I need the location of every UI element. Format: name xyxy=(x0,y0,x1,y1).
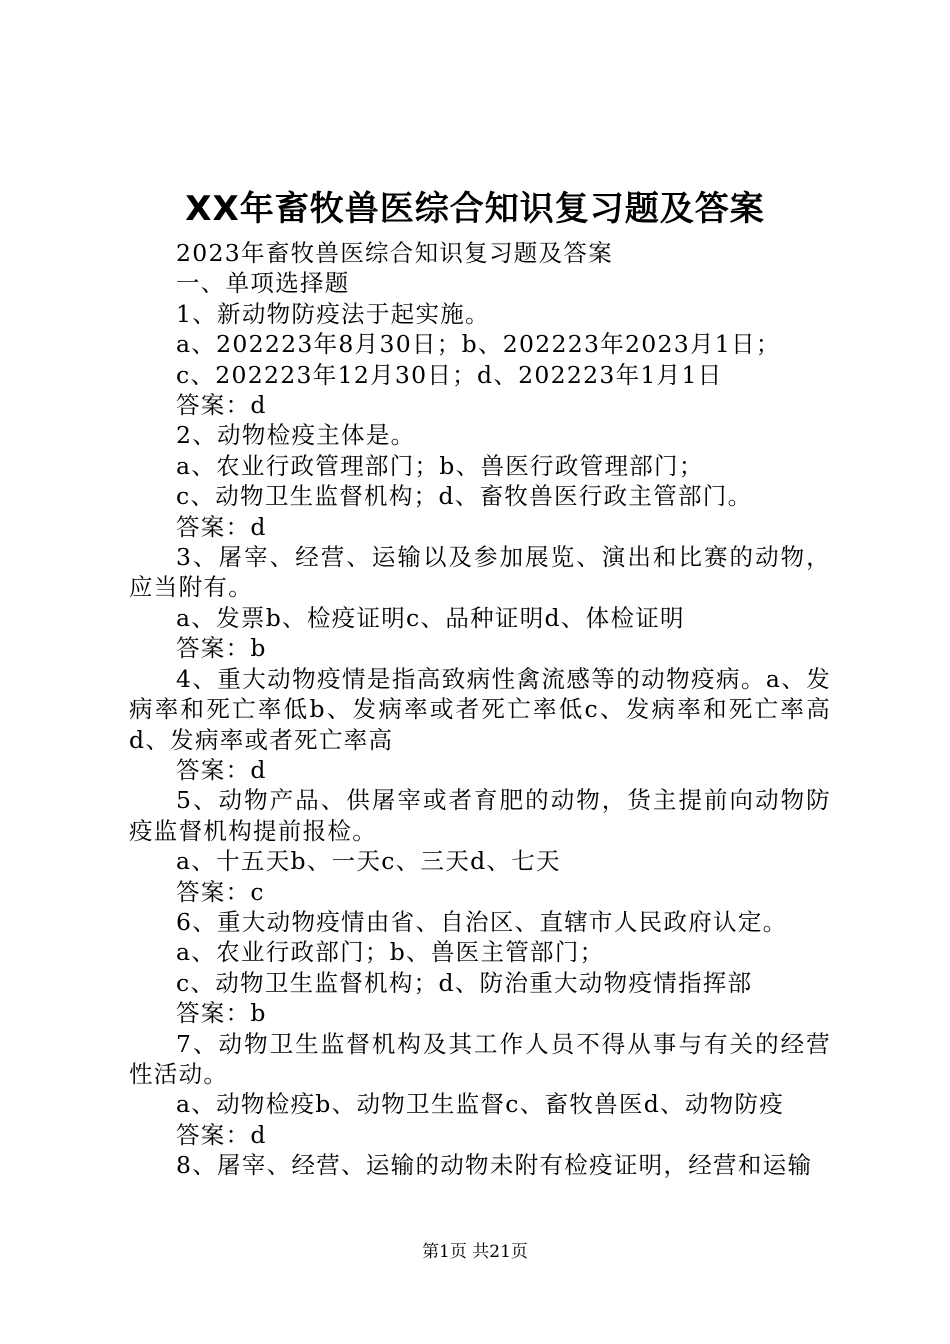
paragraph: 2、动物检疫主体是。 xyxy=(176,421,416,450)
paragraph: 3、屠宰、经营、运输以及参加展览、演出和比赛的动物，应当附有。 xyxy=(129,543,831,602)
answer-line: 答案：d xyxy=(176,391,267,420)
paragraph: c、动物卫生监督机构；d、畜牧兽医行政主管部门。 xyxy=(176,482,753,511)
answer-line: 答案：d xyxy=(176,1120,267,1149)
paragraph: 1、新动物防疫法于起实施。 xyxy=(176,299,490,328)
paragraph: a、十五天b、一天c、三天d、七天 xyxy=(176,847,561,876)
answer-line: 答案：b xyxy=(176,634,267,663)
paragraph: 5、动物产品、供屠宰或者育肥的动物，货主提前向动物防疫监督机构提前报检。 xyxy=(129,786,831,845)
paragraph: a、动物检疫b、动物卫生监督c、畜牧兽医d、动物防疫 xyxy=(176,1090,785,1119)
answer-line: 答案：b xyxy=(176,999,267,1028)
document-body xyxy=(129,238,831,1181)
answer-line: 答案：d xyxy=(176,512,267,541)
paragraph: a、发票b、检疫证明c、品种证明d、体检证明 xyxy=(176,603,685,632)
paragraph: 7、动物卫生监督机构及其工作人员不得从事与有关的经营性活动。 xyxy=(129,1029,831,1088)
document-title: XX年畜牧兽医综合知识复习题及答案 xyxy=(185,189,765,229)
paragraph: c、202223年12月30日；d、202223年1月1日 xyxy=(176,360,723,389)
paragraph: 4、重大动物疫情是指高致病性禽流感等的动物疫病。a、发病率和死亡率低b、发病率或者死亡率低c、发病率和死亡率高d、发病率或者死亡率高 xyxy=(129,664,831,754)
paragraph: 2023年畜牧兽医综合知识复习题及答案 xyxy=(176,239,614,267)
answer-line: 答案：d xyxy=(176,755,267,784)
paragraph: 8、屠宰、经营、运输的动物未附有检疫证明，经营和运输 xyxy=(176,1151,813,1180)
answer-line: 答案：c xyxy=(176,877,265,906)
paragraph: c、动物卫生监督机构；d、防治重大动物疫情指挥部 xyxy=(176,968,753,997)
paragraph: a、农业行政部门；b、兽医主管部门； xyxy=(176,938,605,967)
paragraph: 6、重大动物疫情由省、自治区、直辖市人民政府认定。 xyxy=(176,907,788,936)
paragraph: a、农业行政管理部门；b、兽医行政管理部门； xyxy=(176,451,704,480)
paragraph: a、202223年8月30日；b、202223年2023月1日； xyxy=(176,330,781,359)
paragraph: 一、单项选择题 xyxy=(176,269,350,298)
page-footer: 第1页 共21页 xyxy=(422,1242,528,1262)
